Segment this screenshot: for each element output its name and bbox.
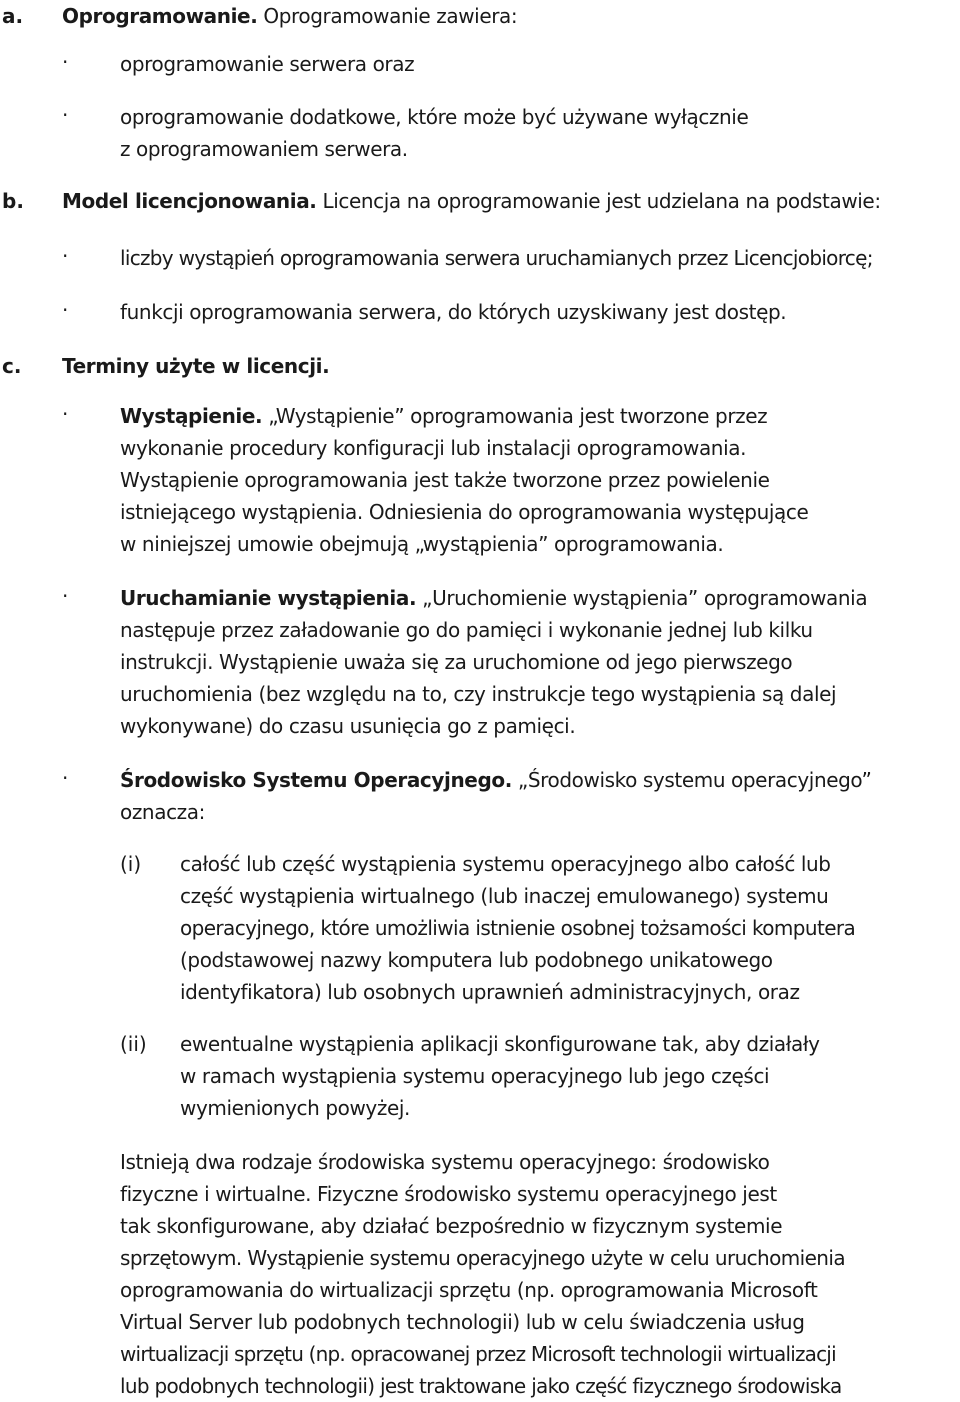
paragraph-line: wirtualizacji sprzętu (np. opracowanej przez Microsoft technologii wirtualizacji: [120, 1342, 836, 1366]
section-a-bullet-2: oprogramowanie dodatkowe, które może być używane wyłącznie: [120, 105, 749, 129]
term-instance-title: Wystąpienie.: [120, 404, 263, 428]
term-running-line: uruchomienia (bez względu na to, czy instrukcje tego wystąpienia są dalej: [120, 682, 837, 706]
list-item-line: identyfikatora) lub osobnych uprawnień administracyjnych, oraz: [180, 980, 800, 1004]
section-b-intro: [62, 185, 881, 217]
paragraph-line: lub podobnych technologii) jest traktowane jako część fizycznego środowiska: [120, 1374, 842, 1398]
term-instance-line: Wystąpienie oprogramowania jest także tworzone przez powielenie: [120, 468, 770, 492]
section-c-marker: c.: [2, 354, 22, 378]
section-c-heading: Terminy użyte w licencji.: [62, 354, 330, 378]
term-instance-line: wykonanie procedury konfiguracji lub instalacji oprogramowania.: [120, 436, 747, 460]
section-a-bullet-1: oprogramowanie serwera oraz: [120, 52, 415, 76]
list-item-line: ewentualne wystąpienia aplikacji skonfigurowane tak, aby działały: [180, 1032, 820, 1056]
bullet-dot: ·: [62, 50, 69, 74]
list-item-line: całość lub część wystąpienia systemu operacyjnego albo całość lub: [180, 852, 831, 876]
section-b-text: Licencja na oprogramowanie jest udzielana na podstawie:: [322, 189, 881, 213]
paragraph-line: Virtual Server lub podobnych technologii) lub w celu świadczenia usług: [120, 1310, 805, 1334]
paragraph-line: fizyczne i wirtualne. Fizyczne środowisko systemu operacyjnego jest: [120, 1182, 777, 1206]
list-item-line: operacyjnego, które umożliwia istnienie osobnej tożsamości komputera: [180, 916, 856, 940]
bullet-dot: ·: [62, 766, 69, 790]
term-instance-first-line: [120, 400, 767, 432]
paragraph-line: oprogramowania do wirtualizacji sprzętu (np. oprogramowania Microsoft: [120, 1278, 818, 1302]
paragraph-line: sprzętowym. Wystąpienie systemu operacyjnego użyte w celu uruchomienia: [120, 1246, 845, 1270]
section-a-marker: a.: [2, 4, 24, 28]
term-ose-title: Środowisko Systemu Operacyjnego.: [120, 768, 512, 792]
paragraph-line: Istnieją dwa rodzaje środowiska systemu operacyjnego: środowisko: [120, 1150, 770, 1174]
list-item-line: wymienionych powyżej.: [180, 1096, 410, 1120]
term-instance-line: „Wystąpienie” oprogramowania jest tworzone przez: [268, 404, 768, 428]
bullet-dot: ·: [62, 244, 69, 268]
term-instance-line: w niniejszej umowie obejmują „wystąpienia” oprogramowania.: [120, 532, 724, 556]
term-running-line: wykonywane) do czasu usunięcia go z pamięci.: [120, 714, 576, 738]
list-item-line: w ramach wystąpienia systemu operacyjnego lub jego części: [180, 1064, 770, 1088]
section-b-marker: b.: [2, 189, 24, 213]
section-a-bullet-2-cont: z oprogramowaniem serwera.: [120, 137, 408, 161]
bullet-dot: ·: [62, 103, 69, 127]
term-ose-line: „Środowisko systemu operacyjnego”: [517, 768, 872, 792]
term-instance-line: istniejącego wystąpienia. Odniesienia do oprogramowania występujące: [120, 500, 809, 524]
bullet-dot: ·: [62, 402, 69, 426]
section-b-heading: Model licencjonowania.: [62, 189, 317, 213]
paragraph-line: tak skonfigurowane, aby działać bezpośrednio w fizycznym systemie: [120, 1214, 783, 1238]
section-a-heading: Oprogramowanie.: [62, 4, 258, 28]
term-ose-first-line: [120, 764, 872, 796]
term-running-title: Uruchamianie wystąpienia.: [120, 586, 417, 610]
list-item-line: część wystąpienia wirtualnego (lub inaczej emulowanego) systemu: [180, 884, 829, 908]
section-a-text: Oprogramowanie zawiera:: [263, 4, 518, 28]
term-running-line: następuje przez załadowanie go do pamięci i wykonanie jednej lub kilku: [120, 618, 813, 642]
list-item-marker: (ii): [120, 1032, 147, 1056]
bullet-dot: ·: [62, 298, 69, 322]
section-b-bullet-2: funkcji oprogramowania serwera, do których uzyskiwany jest dostęp.: [120, 300, 787, 324]
section-b-bullet-1: liczby wystąpień oprogramowania serwera uruchamianych przez Licencjobiorcę;: [120, 246, 873, 270]
bullet-dot: ·: [62, 584, 69, 608]
list-item-marker: (i): [120, 852, 142, 876]
term-running-line: instrukcji. Wystąpienie uważa się za uruchomione od jego pierwszego: [120, 650, 793, 674]
term-running-line: „Uruchomienie wystąpienia” oprogramowania: [422, 586, 868, 610]
term-running-first-line: [120, 582, 867, 614]
term-ose-line: oznacza:: [120, 800, 205, 824]
section-a-intro: [62, 0, 517, 32]
list-item-line: (podstawowej nazwy komputera lub podobnego unikatowego: [180, 948, 773, 972]
